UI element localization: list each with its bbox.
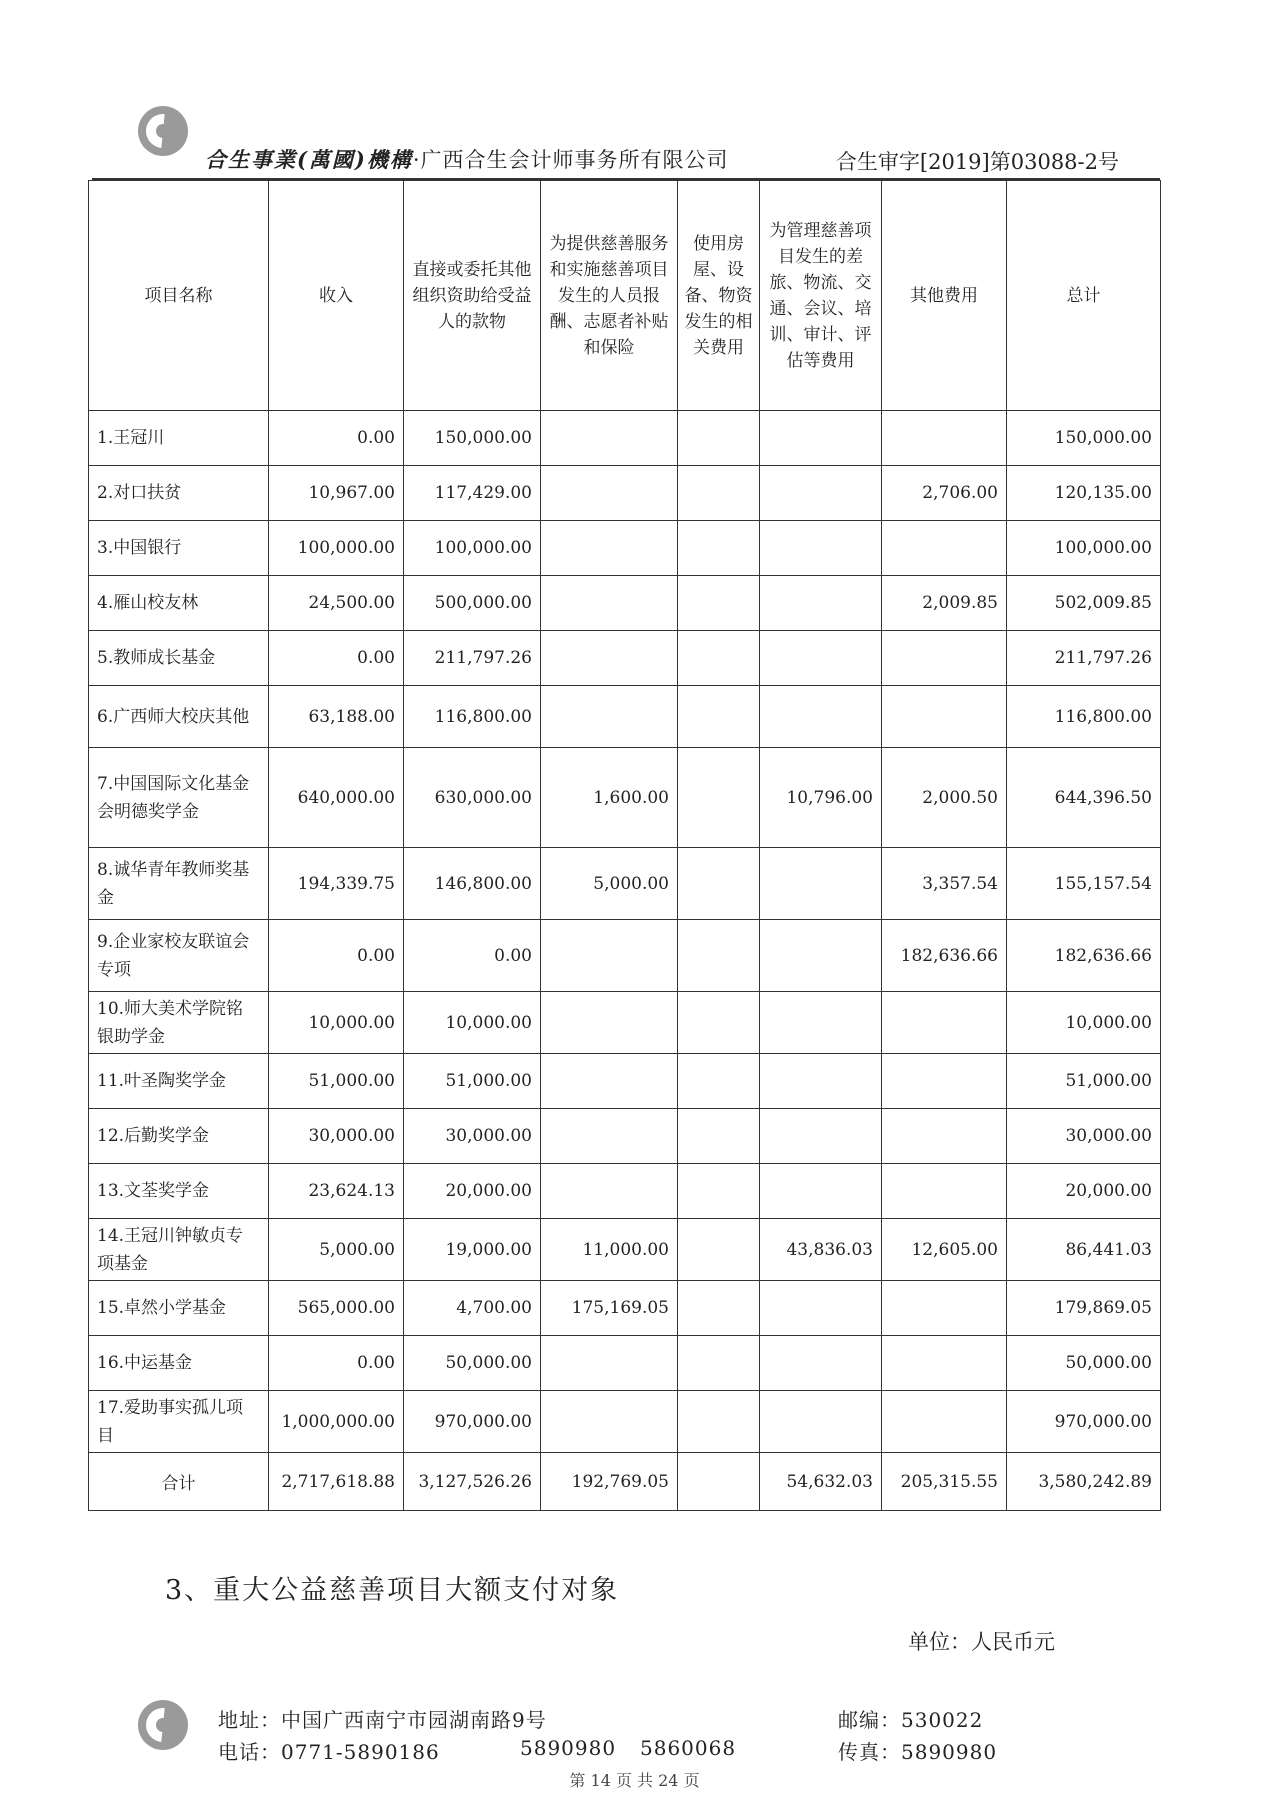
cell-other: 12,605.00 <box>882 1219 1007 1281</box>
cell-personnel: 175,169.05 <box>541 1281 678 1336</box>
project-name-cell: 9.企业家校友联谊会专项 <box>89 920 269 992</box>
cell-management <box>760 1054 882 1109</box>
cell-personnel <box>541 576 678 631</box>
cell-management: 43,836.03 <box>760 1219 882 1281</box>
project-name-cell: 17.爱助事实孤儿项目 <box>89 1391 269 1453</box>
cell-other <box>882 1391 1007 1453</box>
total-other: 205,315.55 <box>882 1453 1007 1511</box>
cell-management <box>760 1336 882 1391</box>
cell-total: 51,000.00 <box>1007 1054 1161 1109</box>
cell-income: 30,000.00 <box>269 1109 404 1164</box>
footer-phone-2: 5890980 <box>520 1736 617 1760</box>
footer-logo-icon <box>138 1700 188 1750</box>
table-row <box>89 1054 1161 1109</box>
cell-income: 100,000.00 <box>269 521 404 576</box>
col-header-name: 项目名称 <box>89 181 269 411</box>
cell-direct: 50,000.00 <box>404 1336 541 1391</box>
cell-personnel <box>541 521 678 576</box>
cell-other <box>882 1109 1007 1164</box>
cell-management <box>760 1281 882 1336</box>
cell-management <box>760 1164 882 1219</box>
project-name-cell: 15.卓然小学基金 <box>89 1281 269 1336</box>
project-name-cell: 2.对口扶贫 <box>89 466 269 521</box>
cell-total: 10,000.00 <box>1007 992 1161 1054</box>
table-row <box>89 631 1161 686</box>
cell-other: 2,009.85 <box>882 576 1007 631</box>
project-name-cell: 1.王冠川 <box>89 411 269 466</box>
project-name-cell: 8.诚华青年教师奖基金 <box>89 848 269 920</box>
cell-income: 640,000.00 <box>269 748 404 848</box>
cell-total: 30,000.00 <box>1007 1109 1161 1164</box>
project-name-cell: 12.后勤奖学金 <box>89 1109 269 1164</box>
col-header-other: 其他费用 <box>882 181 1007 411</box>
cell-management <box>760 1391 882 1453</box>
cell-income: 194,339.75 <box>269 848 404 920</box>
cell-direct: 211,797.26 <box>404 631 541 686</box>
cell-total: 182,636.66 <box>1007 920 1161 992</box>
cell-total: 211,797.26 <box>1007 631 1161 686</box>
table-row <box>89 1336 1161 1391</box>
total-personnel: 192,769.05 <box>541 1453 678 1511</box>
cell-direct: 630,000.00 <box>404 748 541 848</box>
table-row <box>89 576 1161 631</box>
cell-facilities <box>678 411 760 466</box>
project-name-cell: 7.中国国际文化基金会明德奖学金 <box>89 748 269 848</box>
cell-income: 0.00 <box>269 920 404 992</box>
footer-postcode: 邮编：530022 <box>838 1708 984 1732</box>
cell-total: 86,441.03 <box>1007 1219 1161 1281</box>
cell-other <box>882 992 1007 1054</box>
cell-personnel <box>541 1164 678 1219</box>
cell-management <box>760 920 882 992</box>
project-name-cell: 4.雁山校友林 <box>89 576 269 631</box>
cell-management <box>760 848 882 920</box>
cell-personnel <box>541 920 678 992</box>
cell-personnel <box>541 631 678 686</box>
table-row <box>89 521 1161 576</box>
cell-personnel <box>541 1391 678 1453</box>
cell-management <box>760 466 882 521</box>
header-firm <box>205 144 729 174</box>
cell-income: 0.00 <box>269 411 404 466</box>
col-header-personnel: 为提供慈善服务和实施慈善项目发生的人员报酬、志愿者补贴和保险 <box>541 181 678 411</box>
cell-other <box>882 1336 1007 1391</box>
table-row <box>89 848 1161 920</box>
cell-income: 0.00 <box>269 1336 404 1391</box>
cell-income: 24,500.00 <box>269 576 404 631</box>
cell-facilities <box>678 466 760 521</box>
table-row <box>89 992 1161 1054</box>
cell-other <box>882 1054 1007 1109</box>
cell-facilities <box>678 1054 760 1109</box>
project-name-cell: 3.中国银行 <box>89 521 269 576</box>
cell-management <box>760 576 882 631</box>
cell-facilities <box>678 920 760 992</box>
cell-facilities <box>678 1164 760 1219</box>
cell-personnel <box>541 686 678 748</box>
project-name-cell: 6.广西师大校庆其他 <box>89 686 269 748</box>
cell-other <box>882 631 1007 686</box>
section-title: 3、重大公益慈善项目大额支付对象 <box>165 1575 620 1606</box>
cell-personnel <box>541 411 678 466</box>
col-header-management: 为管理慈善项目发生的差旅、物流、交通、会议、培训、审计、评估等费用 <box>760 181 882 411</box>
cell-facilities <box>678 748 760 848</box>
firm-logo-icon <box>138 106 188 156</box>
cell-total: 100,000.00 <box>1007 521 1161 576</box>
cell-direct: 116,800.00 <box>404 686 541 748</box>
footer-fax: 传真：5890980 <box>838 1740 998 1764</box>
cell-personnel: 5,000.00 <box>541 848 678 920</box>
col-header-direct: 直接或委托其他组织资助给受益人的款物 <box>404 181 541 411</box>
cell-direct: 500,000.00 <box>404 576 541 631</box>
cell-total: 150,000.00 <box>1007 411 1161 466</box>
col-header-facilities: 使用房屋、设备、物资发生的相关费用 <box>678 181 760 411</box>
project-name-cell: 14.王冠川钟敏贞专项基金 <box>89 1219 269 1281</box>
cell-income: 10,000.00 <box>269 992 404 1054</box>
cell-management <box>760 411 882 466</box>
cell-direct: 19,000.00 <box>404 1219 541 1281</box>
cell-total: 970,000.00 <box>1007 1391 1161 1453</box>
total-row-label: 合计 <box>89 1453 269 1511</box>
footer-phone-3: 5860068 <box>640 1736 737 1760</box>
footer-phone: 电话：0771-5890186 <box>218 1740 440 1764</box>
cell-direct: 150,000.00 <box>404 411 541 466</box>
total-management: 54,632.03 <box>760 1453 882 1511</box>
cell-direct: 100,000.00 <box>404 521 541 576</box>
cell-facilities <box>678 1336 760 1391</box>
cell-facilities <box>678 631 760 686</box>
project-name-cell: 16.中运基金 <box>89 1336 269 1391</box>
currency-unit: 单位：人民币元 <box>908 1630 1055 1654</box>
cell-direct: 20,000.00 <box>404 1164 541 1219</box>
cell-total: 20,000.00 <box>1007 1164 1161 1219</box>
cell-other: 182,636.66 <box>882 920 1007 992</box>
table-row <box>89 411 1161 466</box>
cell-management <box>760 631 882 686</box>
cell-direct: 117,429.00 <box>404 466 541 521</box>
cell-management: 10,796.00 <box>760 748 882 848</box>
cell-income: 63,188.00 <box>269 686 404 748</box>
cell-facilities <box>678 1109 760 1164</box>
table-row <box>89 1109 1161 1164</box>
cell-management <box>760 1109 882 1164</box>
cell-income: 0.00 <box>269 631 404 686</box>
total-row <box>89 1453 1161 1511</box>
cell-direct: 4,700.00 <box>404 1281 541 1336</box>
cell-income: 5,000.00 <box>269 1219 404 1281</box>
cell-direct: 30,000.00 <box>404 1109 541 1164</box>
expense-table <box>88 180 1161 1511</box>
total-direct: 3,127,526.26 <box>404 1453 541 1511</box>
cell-personnel <box>541 1336 678 1391</box>
col-header-income: 收入 <box>269 181 404 411</box>
table-row <box>89 748 1161 848</box>
cell-facilities <box>678 521 760 576</box>
table-row <box>89 466 1161 521</box>
cell-total: 155,157.54 <box>1007 848 1161 920</box>
cell-facilities <box>678 848 760 920</box>
table-row <box>89 686 1161 748</box>
doc-number: 合生审字[2019]第03088-2号 <box>835 150 1119 174</box>
cell-facilities <box>678 686 760 748</box>
project-name-cell: 11.叶圣陶奖学金 <box>89 1054 269 1109</box>
cell-personnel: 1,600.00 <box>541 748 678 848</box>
cell-other <box>882 1281 1007 1336</box>
grand-total: 3,580,242.89 <box>1007 1453 1161 1511</box>
cell-other <box>882 411 1007 466</box>
cell-personnel: 11,000.00 <box>541 1219 678 1281</box>
cell-other: 3,357.54 <box>882 848 1007 920</box>
cell-personnel <box>541 466 678 521</box>
project-name-cell: 10.师大美术学院铭银助学金 <box>89 992 269 1054</box>
cell-other <box>882 1164 1007 1219</box>
cell-income: 51,000.00 <box>269 1054 404 1109</box>
table-row <box>89 1164 1161 1219</box>
project-name-cell: 13.文荃奖学金 <box>89 1164 269 1219</box>
table-row <box>89 920 1161 992</box>
cell-facilities <box>678 992 760 1054</box>
cell-income: 10,967.00 <box>269 466 404 521</box>
cell-total: 116,800.00 <box>1007 686 1161 748</box>
cell-other <box>882 521 1007 576</box>
project-name-cell: 5.教师成长基金 <box>89 631 269 686</box>
cell-direct: 146,800.00 <box>404 848 541 920</box>
cell-total: 644,396.50 <box>1007 748 1161 848</box>
cell-facilities <box>678 1219 760 1281</box>
col-header-total: 总计 <box>1007 181 1161 411</box>
table-header-row <box>89 181 1161 411</box>
cell-direct: 0.00 <box>404 920 541 992</box>
cell-direct: 51,000.00 <box>404 1054 541 1109</box>
cell-direct: 970,000.00 <box>404 1391 541 1453</box>
cell-facilities <box>678 576 760 631</box>
cell-other <box>882 686 1007 748</box>
cell-income: 565,000.00 <box>269 1281 404 1336</box>
cell-management <box>760 521 882 576</box>
cell-income: 23,624.13 <box>269 1164 404 1219</box>
page-number: 第 14 页 共 24 页 <box>569 1771 700 1790</box>
cell-facilities <box>678 1391 760 1453</box>
table-row <box>89 1391 1161 1453</box>
cell-direct: 10,000.00 <box>404 992 541 1054</box>
total-income: 2,717,618.88 <box>269 1453 404 1511</box>
cell-total: 50,000.00 <box>1007 1336 1161 1391</box>
table-row <box>89 1219 1161 1281</box>
header-firm-name: ·广西合生会计师事务所有限公司 <box>412 148 729 172</box>
table-row <box>89 1281 1161 1336</box>
cell-facilities <box>678 1281 760 1336</box>
cell-income: 1,000,000.00 <box>269 1391 404 1453</box>
total-facilities <box>678 1453 760 1511</box>
cell-total: 502,009.85 <box>1007 576 1161 631</box>
footer-address: 地址：中国广西南宁市园湖南路9号 <box>218 1708 547 1732</box>
cell-other: 2,706.00 <box>882 466 1007 521</box>
cell-other: 2,000.50 <box>882 748 1007 848</box>
cell-personnel <box>541 1109 678 1164</box>
cell-management <box>760 686 882 748</box>
cell-total: 120,135.00 <box>1007 466 1161 521</box>
cell-personnel <box>541 992 678 1054</box>
header-script-name: 合生事業(萬國)機構 <box>205 147 413 172</box>
cell-management <box>760 992 882 1054</box>
cell-total: 179,869.05 <box>1007 1281 1161 1336</box>
cell-personnel <box>541 1054 678 1109</box>
